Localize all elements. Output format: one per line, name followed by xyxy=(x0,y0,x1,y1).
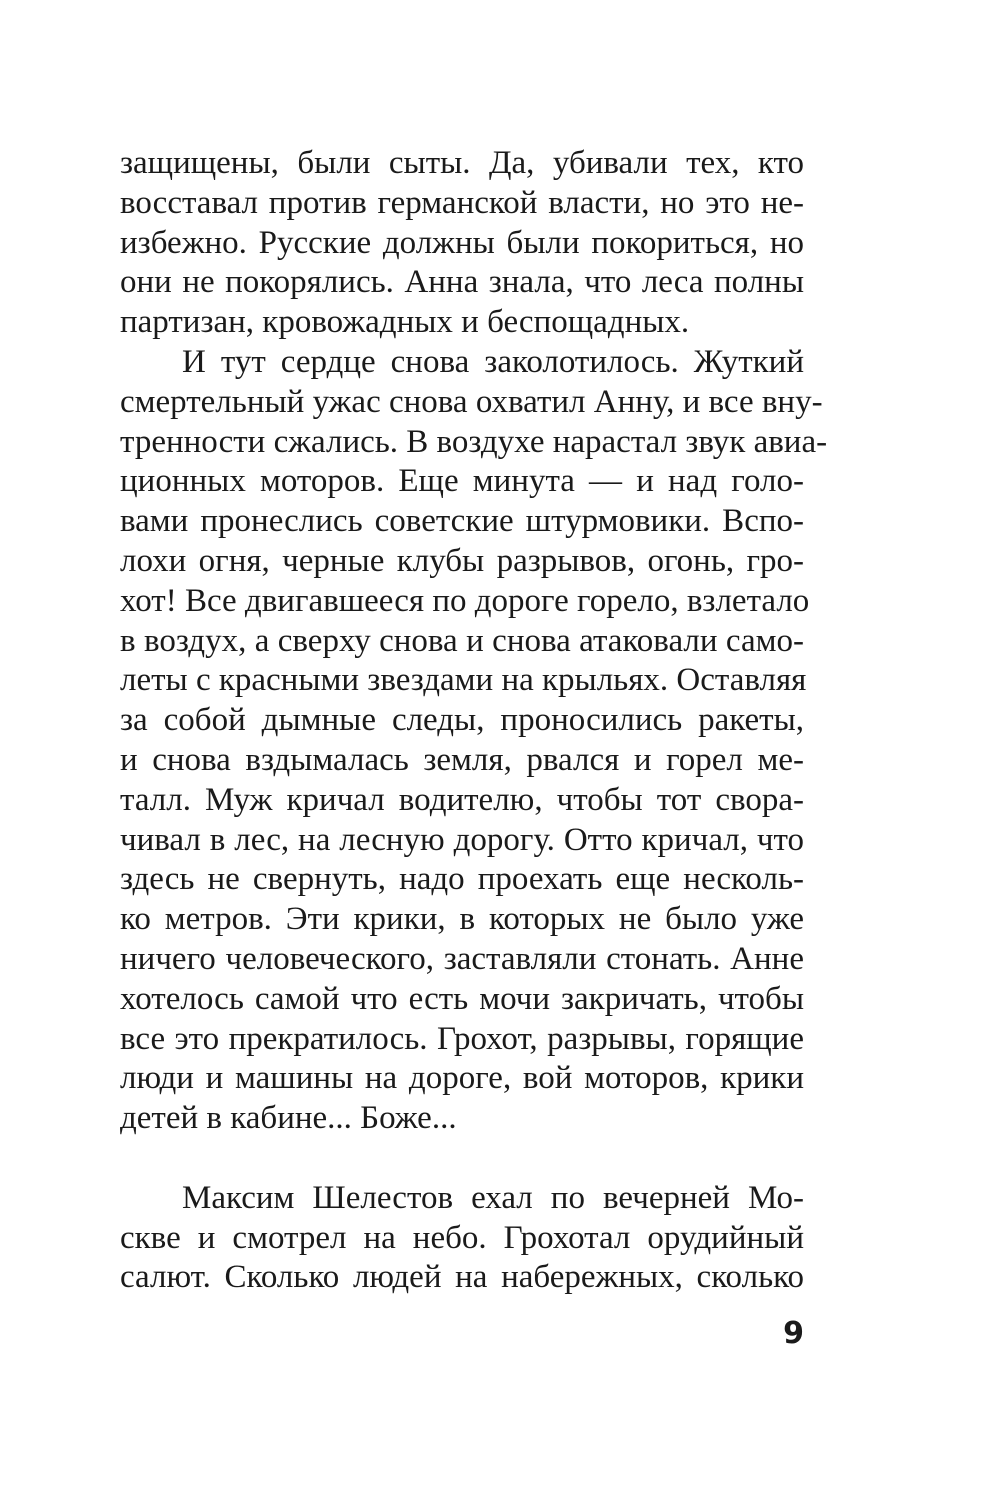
section-break xyxy=(120,1139,804,1179)
text-line: и снова вздымалась земля, рвался и горел ме- xyxy=(120,741,804,778)
text-line: леты с красными звездами на крыльях. Оставляя xyxy=(120,662,807,699)
text-line: все это прекратилось. Грохот, разрывы, горящие xyxy=(120,1020,804,1057)
text-line: они не покорялись. Анна знала, что леса полны xyxy=(120,264,804,301)
text-line: ничего человеческого, заставляли стонать. Анне xyxy=(120,940,804,977)
text-line: талл. Муж кричал водителю, чтобы тот свора- xyxy=(120,781,804,818)
text-line: Максим Шелестов ехал по вечерней Мо- xyxy=(182,1179,804,1216)
text-line: тренности сжались. В воздухе нарастал звук авиа- xyxy=(120,423,828,460)
text-line: И тут сердце снова заколотилось. Жуткий xyxy=(182,343,804,380)
text-line: ционных моторов. Еще минута — и над голо- xyxy=(120,463,804,500)
text-line: партизан, кровожадных и беспощадных. xyxy=(120,304,690,341)
page-number: 9 xyxy=(783,1316,804,1351)
text-line: восставал против германской власти, но это не- xyxy=(120,184,804,221)
text-line: чивал в лес, на лесную дорогу. Отто кричал, что xyxy=(120,821,804,858)
text-line: здесь не свернуть, надо проехать еще несколь- xyxy=(120,861,804,898)
text-line: детей в кабине... Боже... xyxy=(120,1100,457,1137)
text-line: ко метров. Эти крики, в которых не было уже xyxy=(120,901,804,938)
text-line: в воздух, а сверху снова и снова атаковали само- xyxy=(120,622,804,659)
text-line: защищены, были сыты. Да, убивали тех, кто xyxy=(120,145,804,181)
text-line: люди и машины на дороге, вой моторов, крики xyxy=(120,1060,804,1097)
text-line: хот! Все двигавшееся по дороге горело, взлетало xyxy=(120,582,810,619)
text-line: скве и смотрел на небо. Грохотал орудийный xyxy=(120,1219,804,1256)
page-text xyxy=(120,144,828,1298)
text-line: избежно. Русские должны были покориться, но xyxy=(120,224,804,261)
text-line: вами пронеслись советские штурмовики. Вспо- xyxy=(120,503,804,540)
paragraph-1 xyxy=(120,144,804,343)
text-line: смертельный ужас снова охватил Анну, и все вну- xyxy=(120,383,823,420)
paragraph-3 xyxy=(120,1179,804,1298)
text-line: хотелось самой что есть мочи закричать, чтобы xyxy=(120,980,804,1017)
paragraph-2 xyxy=(120,343,828,1139)
text-line: за собой дымные следы, проносились ракеты, xyxy=(120,702,804,739)
text-line: салют. Сколько людей на набережных, сколько xyxy=(120,1259,804,1296)
text-line: лохи огня, черные клубы разрывов, огонь, гро- xyxy=(120,542,804,579)
